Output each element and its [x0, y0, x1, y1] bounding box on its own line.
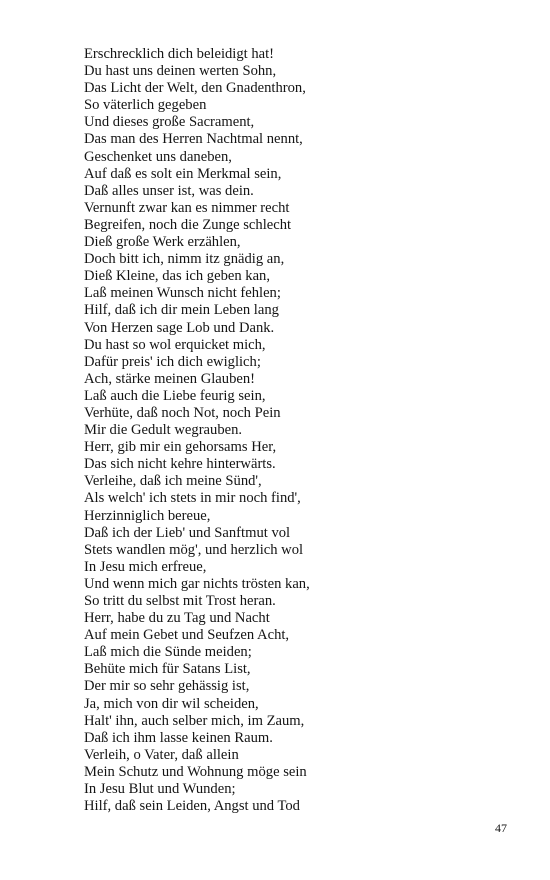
poem-line: Laß auch die Liebe feurig sein, [84, 387, 266, 404]
poem-line: Auf mein Gebet und Seufzen Acht, [84, 627, 290, 644]
poem-line: Herzinniglich bereue, [84, 507, 211, 524]
poem-line: Behüte mich für Satans List, [84, 661, 251, 678]
poem-line: Daß ich ihm lasse keinen Raum. [84, 729, 273, 746]
poem-line: Begreifen, noch die Zunge schlecht [84, 216, 292, 233]
poem-text [84, 46, 310, 815]
poem-line: Doch bitt ich, nimm itz gnädig an, [84, 251, 285, 268]
poem-line: Herr, habe du zu Tag und Nacht [84, 610, 270, 627]
poem-line: Verleihe, daß ich meine Sünd', [84, 473, 262, 490]
poem-line: Mein Schutz und Wohnung möge sein [84, 763, 307, 780]
poem-line: Und wenn mich gar nichts trösten kan, [84, 575, 310, 592]
poem-line: Das man des Herren Nachtmal nennt, [84, 131, 303, 148]
poem-line: Verhüte, daß noch Not, noch Pein [84, 404, 281, 421]
poem-line: Halt' ihn, auch selber mich, im Zaum, [84, 712, 305, 729]
poem-line: Hilf, daß sein Leiden, Angst und Tod [84, 798, 300, 815]
poem-line: Der mir so sehr gehässig ist, [84, 678, 250, 695]
poem-line: Laß meinen Wunsch nicht fehlen; [84, 285, 281, 302]
poem-line: Hilf, daß ich dir mein Leben lang [84, 302, 279, 319]
poem-line: Dieß Kleine, das ich geben kan, [84, 268, 271, 285]
poem-line: Das sich nicht kehre hinterwärts. [84, 456, 276, 473]
poem-line: Du hast uns deinen werten Sohn, [84, 63, 277, 80]
poem-line: Herr, gib mir ein gehorsams Her, [84, 439, 277, 456]
poem-line: Stets wandlen mög', und herzlich wol [84, 541, 304, 558]
poem-line: Als welch' ich stets in mir noch find', [84, 490, 301, 507]
page-number: 47 [495, 821, 507, 835]
poem-line: Auf daß es solt ein Merkmal sein, [84, 165, 282, 182]
poem-line: Ja, mich von dir wil scheiden, [84, 695, 259, 712]
poem-line: Mir die Gedult wegrauben. [84, 422, 243, 439]
poem-line: Erschrecklich dich beleidigt hat! [84, 46, 275, 62]
poem-line: Das Licht der Welt, den Gnadenthron, [84, 80, 306, 97]
poem-line: So väterlich gegeben [84, 97, 207, 114]
poem-line: Vernunft zwar kan es nimmer recht [84, 199, 290, 216]
poem-line: Daß alles unser ist, was dein. [84, 182, 254, 199]
poem-line: Laß mich die Sünde meiden; [84, 644, 252, 661]
poem-line: Von Herzen sage Lob und Dank. [84, 319, 275, 336]
poem-line: Und dieses große Sacrament, [84, 114, 255, 131]
poem-line: Dieß große Werk erzählen, [84, 234, 241, 251]
poem-line: Dafür preis' ich dich ewiglich; [84, 353, 261, 370]
poem-line: Verleih, o Vater, daß allein [84, 746, 239, 763]
poem-line: Du hast so wol erquicket mich, [84, 336, 266, 353]
poem-line: In Jesu Blut und Wunden; [84, 781, 236, 798]
poem-line: Daß ich der Lieb' und Sanftmut vol [84, 524, 291, 541]
poem-line: Geschenket uns daneben, [84, 148, 232, 165]
poem-line: Ach, stärke meinen Glauben! [84, 370, 256, 387]
poem-line: So tritt du selbst mit Trost heran. [84, 593, 276, 609]
poem-line: In Jesu mich erfreue, [84, 558, 207, 575]
